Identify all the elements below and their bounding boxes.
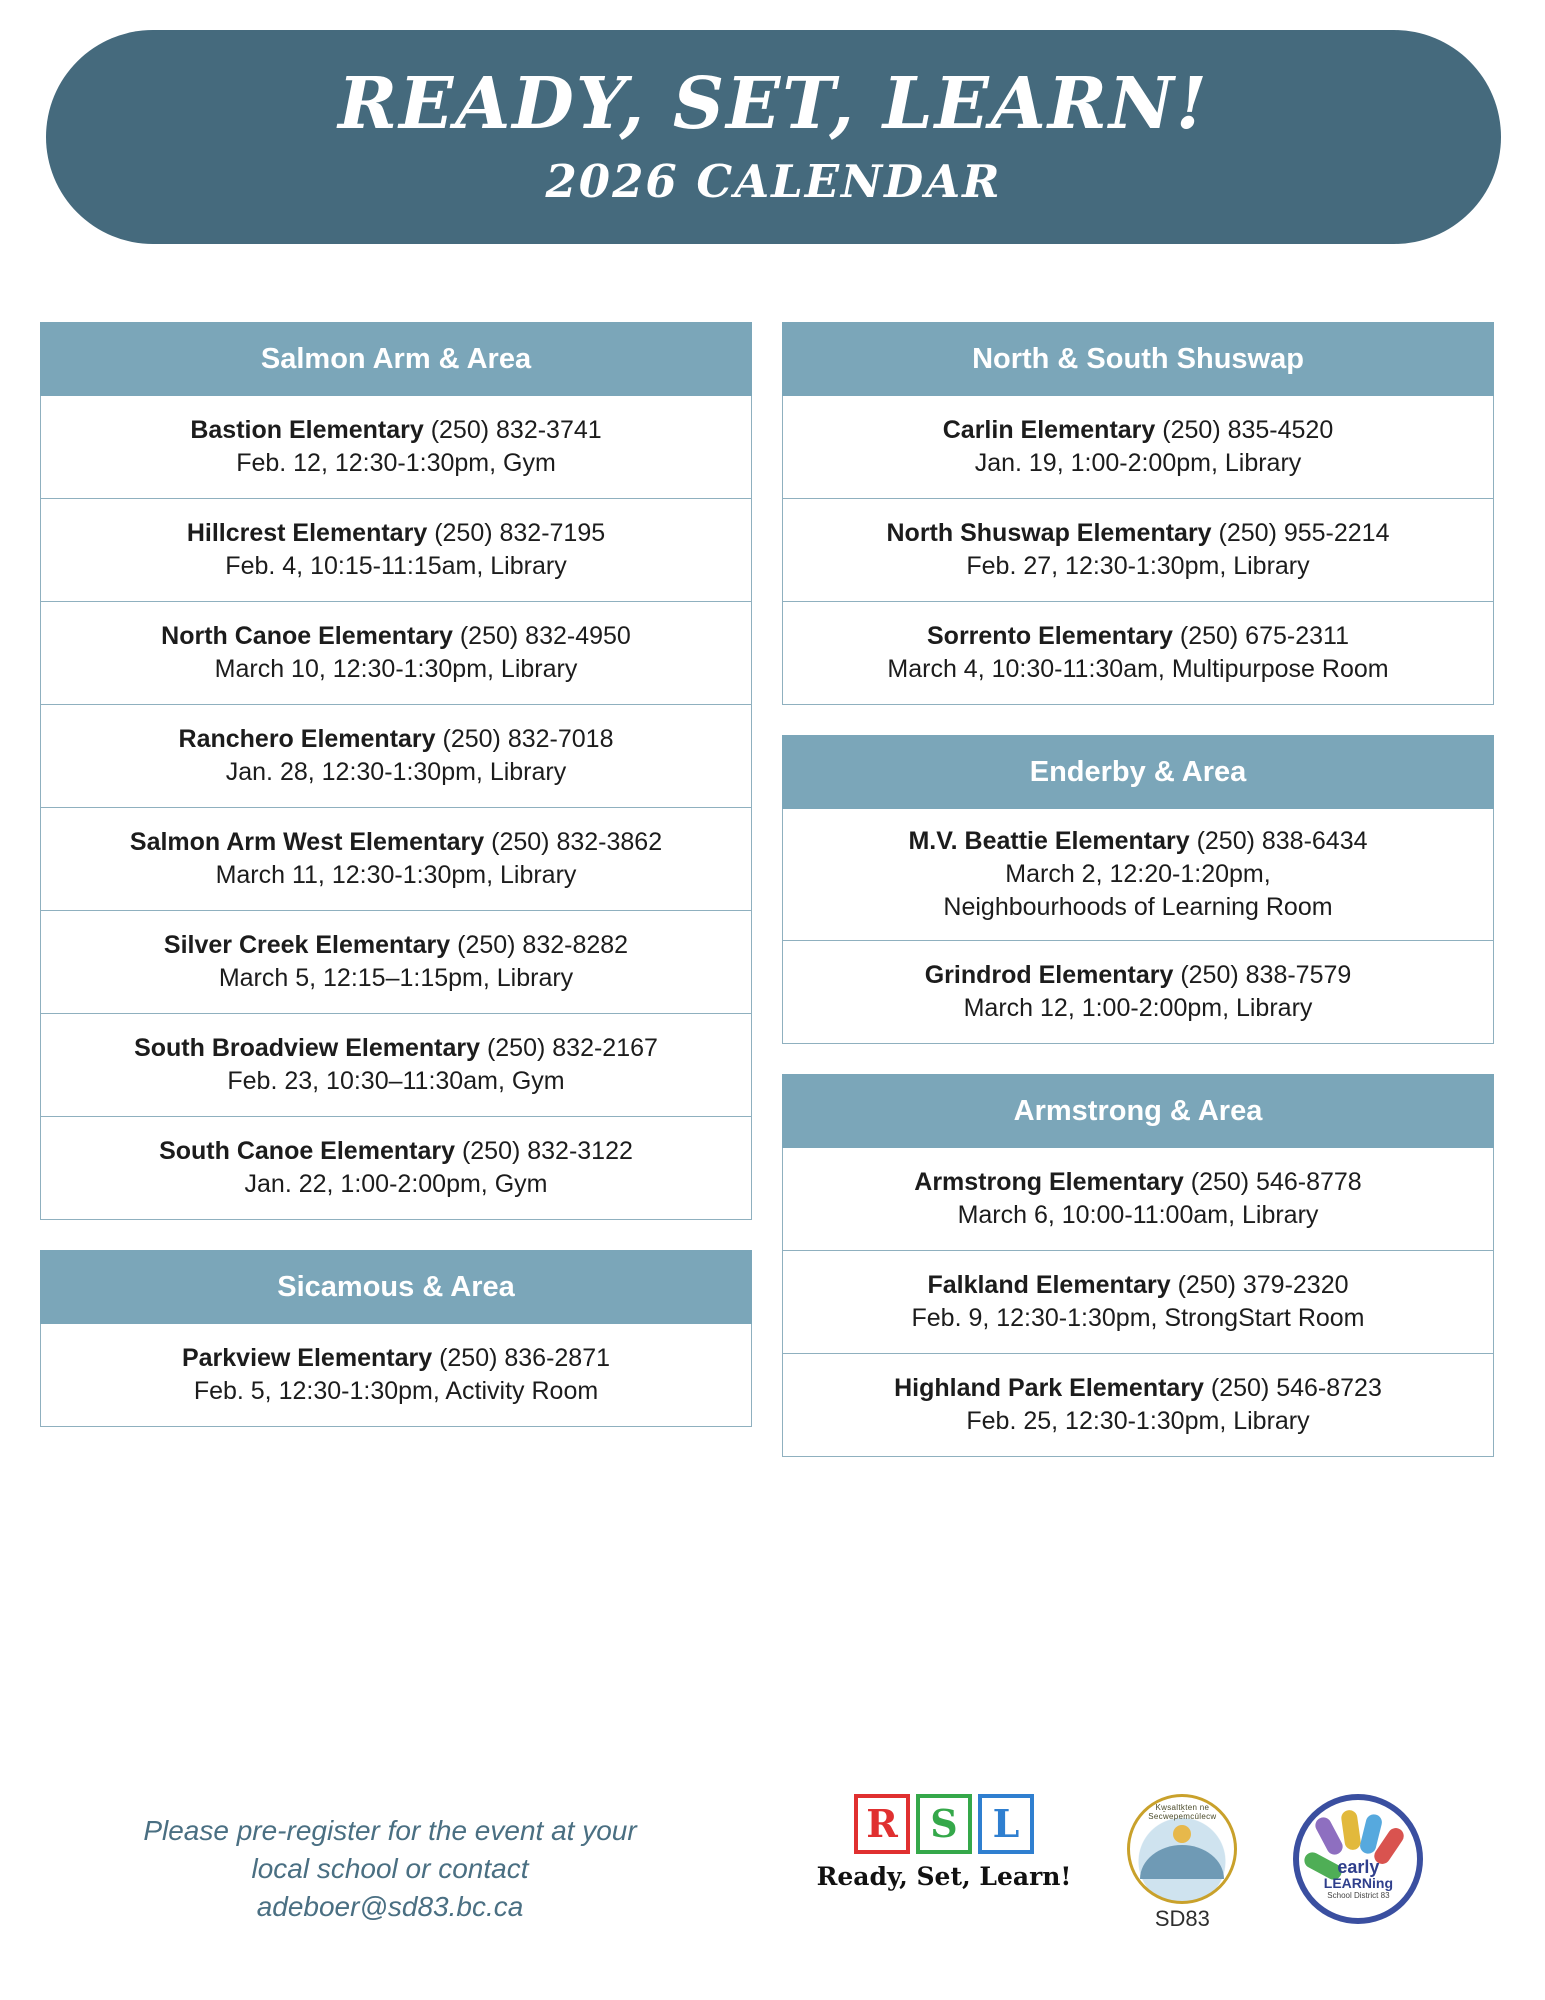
event-detail: Jan. 19, 1:00-2:00pm, Library xyxy=(974,448,1302,477)
page-title: READY, SET, LEARN! xyxy=(338,61,1209,146)
list-item xyxy=(782,602,1494,705)
school-name: North Canoe Elementary xyxy=(161,621,453,650)
rsl-caption: Ready, Set, Learn! xyxy=(816,1862,1072,1891)
list-item xyxy=(782,1148,1494,1251)
school-phone: (250) 832-3741 xyxy=(430,415,602,444)
school-phone: (250) 838-7579 xyxy=(1180,960,1352,989)
event-detail: March 11, 12:30-1:30pm, Library xyxy=(215,860,577,889)
section-header-salmon-arm: Salmon Arm & Area xyxy=(40,322,752,396)
calendar-columns xyxy=(40,322,1505,1457)
event-detail: March 10, 12:30-1:30pm, Library xyxy=(214,654,578,683)
section-header-enderby: Enderby & Area xyxy=(782,735,1494,809)
school-name: Hillcrest Elementary xyxy=(186,518,428,547)
list-item xyxy=(40,1117,752,1220)
school-name: North Shuswap Elementary xyxy=(886,518,1212,547)
early-learning-logo xyxy=(1293,1794,1423,1924)
school-name: Silver Creek Elementary xyxy=(163,930,451,959)
event-detail: March 6, 10:00-11:00am, Library xyxy=(957,1200,1319,1229)
school-phone: (250) 379-2320 xyxy=(1177,1270,1349,1299)
school-phone: (250) 955-2214 xyxy=(1218,518,1390,547)
left-column xyxy=(40,322,752,1457)
rsl-logo xyxy=(817,1794,1072,1891)
section-header-shuswap: North & South Shuswap xyxy=(782,322,1494,396)
letter-s-icon: S xyxy=(916,1794,972,1854)
list-item xyxy=(40,499,752,602)
event-detail: Feb. 12, 12:30-1:30pm, Gym xyxy=(236,448,556,477)
section-salmon-arm xyxy=(40,322,752,1220)
seal-circle-icon xyxy=(1127,1794,1237,1904)
early-learning-line3: School District 83 xyxy=(1327,1891,1390,1900)
section-shuswap xyxy=(782,322,1494,705)
list-item xyxy=(40,396,752,499)
section-header-armstrong: Armstrong & Area xyxy=(782,1074,1494,1148)
school-phone: (250) 546-8723 xyxy=(1210,1373,1382,1402)
school-name: Grindrod Elementary xyxy=(924,960,1174,989)
school-name: South Broadview Elementary xyxy=(134,1033,480,1062)
list-item xyxy=(40,1014,752,1117)
school-phone: (250) 832-8282 xyxy=(457,930,629,959)
early-learning-line1: early xyxy=(1337,1857,1380,1877)
seal-label: SD83 xyxy=(1154,1906,1210,1931)
school-name: Falkland Elementary xyxy=(927,1270,1171,1299)
event-detail: March 4, 10:30-11:30am, Multipurpose Room xyxy=(887,654,1389,683)
list-item xyxy=(782,499,1494,602)
list-item xyxy=(782,396,1494,499)
section-armstrong xyxy=(782,1074,1494,1457)
list-item xyxy=(40,808,752,911)
pre-register-note xyxy=(40,1790,740,1925)
seal-arc-text: Kw̱saltḵten ne Secwepemcúlecw xyxy=(1148,1803,1217,1821)
sd83-seal-logo xyxy=(1123,1794,1241,1932)
hills-icon xyxy=(1140,1845,1224,1879)
list-item xyxy=(40,911,752,1014)
school-phone: (250) 832-2167 xyxy=(486,1033,658,1062)
school-phone: (250) 832-7195 xyxy=(434,518,606,547)
event-detail: Feb. 5, 12:30-1:30pm, Activity Room xyxy=(193,1376,599,1405)
event-detail: Feb. 25, 12:30-1:30pm, Library xyxy=(966,1406,1310,1435)
event-detail: March 12, 1:00-2:00pm, Library xyxy=(963,993,1313,1022)
list-item xyxy=(782,1354,1494,1457)
school-name: Carlin Elementary xyxy=(942,415,1156,444)
list-item xyxy=(40,705,752,808)
school-name: Salmon Arm West Elementary xyxy=(129,827,485,856)
right-column xyxy=(782,322,1494,1457)
list-item xyxy=(782,1251,1494,1354)
school-name: South Canoe Elementary xyxy=(159,1136,455,1165)
page-subtitle: 2026 CALENDAR xyxy=(545,154,1002,208)
school-name: Sorrento Elementary xyxy=(927,621,1173,650)
contact-email: adeboer@sd83.bc.ca xyxy=(256,1890,524,1922)
event-detail: Feb. 4, 10:15-11:15am, Library xyxy=(225,551,567,580)
list-item xyxy=(40,602,752,705)
section-sicamous xyxy=(40,1250,752,1427)
event-detail: Feb. 9, 12:30-1:30pm, StrongStart Room xyxy=(911,1303,1365,1332)
school-name: Parkview Elementary xyxy=(181,1343,433,1372)
school-name: Highland Park Elementary xyxy=(894,1373,1204,1402)
footer-logos xyxy=(740,1790,1500,1932)
rsl-letter-boxes xyxy=(854,1794,1034,1854)
school-phone: (250) 838-6434 xyxy=(1196,826,1368,855)
school-phone: (250) 835-4520 xyxy=(1162,415,1334,444)
list-item xyxy=(782,809,1494,941)
event-detail: Jan. 22, 1:00-2:00pm, Gym xyxy=(244,1169,548,1198)
event-detail: March 2, 12:20-1:20pm, xyxy=(1005,859,1271,888)
school-phone: (250) 832-3862 xyxy=(491,827,663,856)
section-enderby xyxy=(782,735,1494,1044)
event-detail: Jan. 28, 12:30-1:30pm, Library xyxy=(225,757,567,786)
early-learning-line2: LEARNing xyxy=(1323,1875,1394,1891)
sun-icon xyxy=(1173,1825,1191,1843)
footer xyxy=(40,1790,1505,1932)
event-detail: Feb. 27, 12:30-1:30pm, Library xyxy=(966,551,1310,580)
event-detail: Feb. 23, 10:30–11:30am, Gym xyxy=(227,1066,565,1095)
school-name: Bastion Elementary xyxy=(190,415,424,444)
school-phone: (250) 832-4950 xyxy=(459,621,631,650)
section-header-sicamous: Sicamous & Area xyxy=(40,1250,752,1324)
header-banner xyxy=(46,30,1501,244)
school-phone: (250) 546-8778 xyxy=(1190,1167,1362,1196)
list-item xyxy=(782,941,1494,1044)
early-learning-text xyxy=(1299,1858,1417,1900)
school-name: M.V. Beattie Elementary xyxy=(908,826,1190,855)
event-detail-room: Neighbourhoods of Learning Room xyxy=(943,892,1333,921)
school-name: Armstrong Elementary xyxy=(914,1167,1184,1196)
school-phone: (250) 832-3122 xyxy=(461,1136,633,1165)
letter-l-icon: L xyxy=(978,1794,1034,1854)
event-detail: March 5, 12:15–1:15pm, Library xyxy=(218,963,574,992)
school-phone: (250) 832-7018 xyxy=(442,724,614,753)
note-line-1: Please pre-register for the event at your xyxy=(143,1815,637,1846)
school-name: Ranchero Elementary xyxy=(178,724,436,753)
note-line-2: local school or contact xyxy=(251,1852,529,1884)
handprint-icon xyxy=(1341,1809,1362,1851)
school-phone: (250) 836-2871 xyxy=(439,1343,611,1372)
list-item xyxy=(40,1324,752,1427)
school-phone: (250) 675-2311 xyxy=(1179,621,1349,650)
letter-r-icon: R xyxy=(854,1794,910,1854)
